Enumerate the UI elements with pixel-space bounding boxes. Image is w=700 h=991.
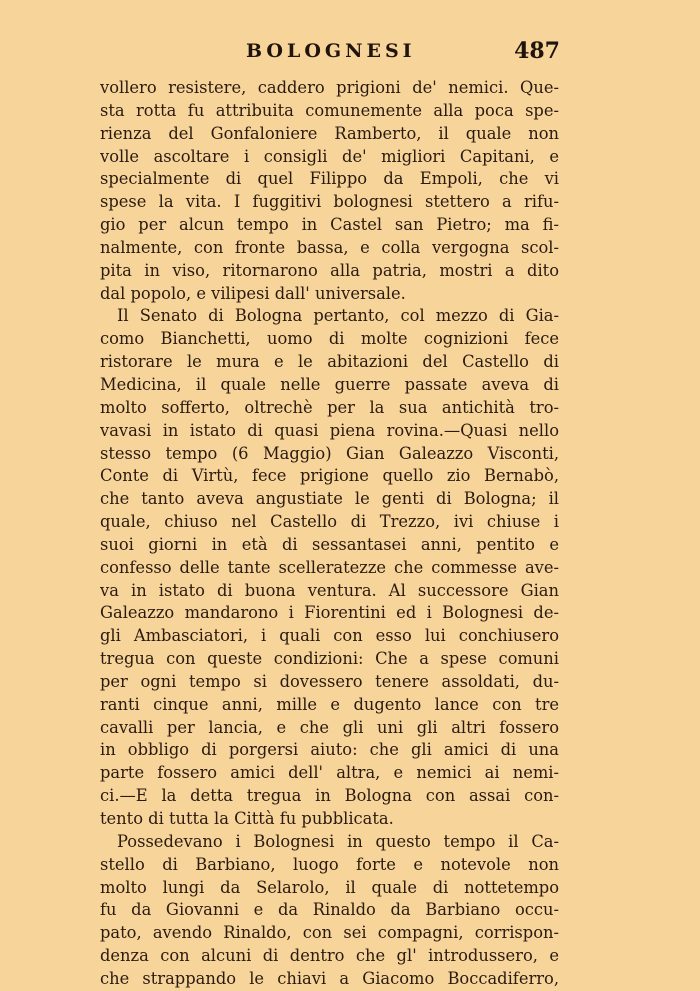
text-line: Possedevano i Bolognesi in questo tempo il Ca- (117, 831, 559, 851)
text-line: nalmente, con fronte bassa, e colla vergogna scol- (100, 237, 559, 257)
text-line: spese la vita. I fuggitivi bolognesi stettero a rifu- (100, 192, 559, 212)
text-line: como Bianchetti, uomo di molte cognizioni fece (100, 329, 559, 349)
body-text (100, 77, 559, 991)
text-line: volle ascoltare i consigli de' migliori Capitani, e (100, 146, 559, 166)
text-line: gli Ambasciatori, i quali con esso lui conchiusero (100, 626, 559, 646)
text-line: ristorare le mura e le abitazioni del Castello di (100, 352, 559, 372)
text-line: tento di tutta la Città fu pubblicata. (100, 809, 394, 828)
text-line: per ogni tempo si dovessero tenere assoldati, du- (100, 671, 559, 691)
text-line: rienza del Gonfaloniere Ramberto, il quale non (100, 123, 559, 143)
text-line: parte fossero amici dell' altra, e nemici ai nemi- (100, 763, 559, 783)
text-line: gio per alcun tempo in Castel san Pietro; ma fi- (100, 215, 559, 235)
text-line: vollero resistere, caddero prigioni de' nemici. Que- (100, 78, 559, 97)
text-line: pato, avendo Rinaldo, con sei compagni, corrispon- (100, 923, 559, 943)
text-line: confesso delle tante scelleratezze che commesse ave- (100, 557, 559, 577)
text-line: cavalli per lancia, e che gli uni gli altri fossero (100, 717, 559, 737)
page-number: 487 (514, 38, 560, 64)
text-line: dal popolo, e vilipesi dall' universale. (100, 283, 406, 303)
text-line: quale, chiuso nel Castello di Trezzo, ivi chiuse i (100, 512, 559, 532)
text-line: pita in viso, ritornarono alla patria, mostri a dito (100, 260, 559, 280)
running-head: BOLOGNESI (246, 40, 416, 62)
text-line: Conte di Virtù, fece prigione quello zio Bernabò, (100, 466, 559, 486)
text-line: molto lungi da Selarolo, il quale di nottetempo (100, 877, 559, 897)
text-line: sta rotta fu attribuita comunemente alla poca spe- (100, 100, 559, 120)
text-line: suoi giorni in età di sessantasei anni, pentito e (100, 534, 559, 554)
text-line: vavasi in istato di quasi piena rovina.—Quasi nello (100, 420, 559, 440)
text-line: ci.—E la detta tregua in Bologna con assai con- (100, 786, 559, 806)
page-header (96, 38, 560, 68)
text-line: tregua con queste condizioni: Che a spese comuni (100, 649, 559, 669)
text-line: denza con alcuni di dentro che gl' introdussero, e (100, 946, 559, 966)
text-line: specialmente di quel Filippo da Empoli, che vi (100, 169, 559, 189)
text-line: Medicina, il quale nelle guerre passate aveva di (100, 374, 559, 394)
text-line: stello di Barbiano, luogo forte e notevole non (100, 854, 559, 874)
text-line: che strappando le chiavi a Giacomo Boccadiferro, (100, 968, 559, 988)
text-line: ranti cinque anni, mille e dugento lance con tre (100, 694, 559, 714)
text-line: Il Senato di Bologna pertanto, col mezzo di Gia- (117, 306, 559, 326)
text-line: che tanto aveva angustiate le genti di Bologna; il (100, 489, 559, 509)
text-line: va in istato di buona ventura. Al successore Gian (100, 580, 559, 600)
text-line: Galeazzo mandarono i Fiorentini ed i Bolognesi de- (100, 603, 559, 623)
text-line: molto sofferto, oltrechè per la sua antichità tro- (100, 397, 559, 417)
text-line: in obbligo di porgersi aiuto: che gli amici di una (100, 740, 559, 760)
text-line: stesso tempo (6 Maggio) Gian Galeazzo Visconti, (100, 443, 559, 463)
text-line: fu da Giovanni e da Rinaldo da Barbiano occu- (100, 900, 559, 920)
